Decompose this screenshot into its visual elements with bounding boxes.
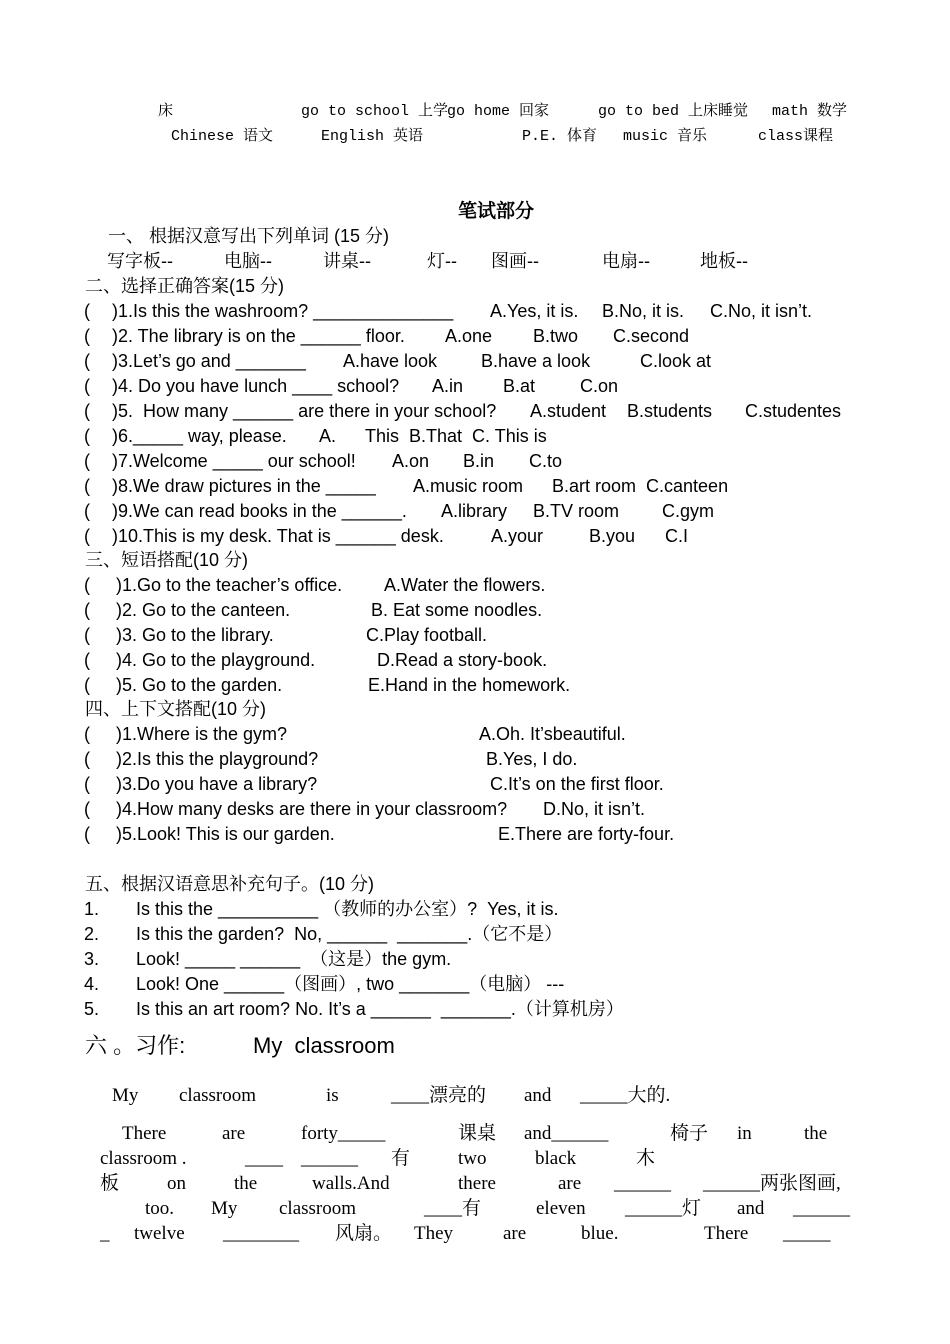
option-text: A.student (530, 401, 607, 421)
composition-word: twelve (134, 1223, 185, 1244)
option-text: B.TV room (533, 501, 620, 521)
option-text: B.No, it is. (602, 301, 685, 321)
composition-word: They (414, 1223, 454, 1244)
composition-word: the (804, 1123, 828, 1144)
sentence-text: Is this the garden? No, ______ _______.（它不是） (136, 924, 563, 944)
composition-word: ____有 (424, 1198, 482, 1219)
composition-word: ______ (793, 1198, 850, 1219)
composition-word: are (558, 1173, 582, 1194)
match-option: A.Water the flowers. (384, 575, 546, 595)
phrase-text: )5. Go to the garden. (116, 675, 283, 695)
option-text: B.students (627, 401, 713, 421)
composition-word: the (234, 1173, 258, 1194)
option-text: C.I (665, 526, 689, 546)
question-text: )4. Do you have lunch ____ school? (112, 376, 400, 396)
composition-word: _ (100, 1223, 110, 1244)
answer-paren: ( (84, 774, 90, 794)
composition-word: is (326, 1085, 339, 1106)
item-number: 1. (84, 899, 100, 919)
item-number: 4. (84, 974, 100, 994)
composition-word: My (211, 1198, 238, 1219)
question-text: )9.We can read books in the ______. (112, 501, 407, 521)
answer-paren: ( (84, 749, 90, 769)
composition-word: ______ (614, 1173, 671, 1194)
answer-paren: ( (84, 650, 90, 670)
composition-word: are (222, 1123, 246, 1144)
composition-word: there (458, 1173, 496, 1194)
item-number: 3. (84, 949, 100, 969)
composition-word: ____ (245, 1148, 283, 1169)
option-text: A.one (445, 326, 493, 346)
vocab-item: go home 回家 (447, 103, 550, 120)
option-text: A.on (392, 451, 430, 471)
option-text: B.in (463, 451, 495, 471)
composition-word: 课桌 (458, 1123, 497, 1144)
composition-word: ____漂亮的 (391, 1085, 487, 1106)
match-option: C.It’s on the first floor. (490, 774, 664, 794)
question-text: )5. How many ______ are there in your school? (112, 401, 497, 421)
composition-word: ______ (301, 1148, 358, 1169)
question-text: )3.Do you have a library? (116, 774, 318, 794)
composition-word: in (737, 1123, 752, 1144)
question-text: )7.Welcome _____ our school! (112, 451, 356, 471)
composition-word: ________ (223, 1223, 299, 1244)
composition-word: 木 (636, 1148, 656, 1169)
answer-paren: ( (84, 476, 90, 496)
answer-paren: ( (84, 724, 90, 744)
match-option: B. Eat some noodles. (371, 600, 543, 620)
answer-paren: ( (84, 301, 90, 321)
answer-paren: ( (84, 675, 90, 695)
section-heading: 三、短语搭配(10 分) (85, 550, 249, 570)
option-text: A.Yes, it is. (490, 301, 579, 321)
vocab-item: math 数学 (772, 103, 848, 120)
match-option: E.There are forty-four. (498, 824, 675, 844)
option-text: C.look at (640, 351, 712, 371)
composition-word: 板 (100, 1173, 120, 1194)
answer-paren: ( (84, 376, 90, 396)
question-text: )10.This is my desk. That is ______ desk. (112, 526, 444, 546)
composition-word: and (737, 1198, 765, 1219)
option-text: A. (319, 426, 337, 446)
option-text: A.your (491, 526, 544, 546)
question-text: )4.How many desks are there in your classroom? (116, 799, 508, 819)
composition-word: ______灯 (625, 1198, 702, 1219)
composition-word: _____大的. (580, 1085, 671, 1106)
composition-word: blue. (581, 1223, 619, 1244)
vocab-item: go to bed 上床睡觉 (598, 103, 749, 120)
vocab-item: Chinese 语文 (171, 128, 274, 145)
answer-paren: ( (84, 501, 90, 521)
vocab-item: 床 (158, 103, 174, 120)
word-prompt: 地板-- (700, 251, 748, 271)
option-text: C.on (580, 376, 619, 396)
phrase-text: )3. Go to the library. (116, 625, 274, 645)
option-text: B.art room C.canteen (552, 476, 729, 496)
answer-paren: ( (84, 451, 90, 471)
composition-word: There (122, 1123, 167, 1144)
section-heading: 一、 根据汉意写出下列单词 (15 分) (108, 226, 390, 246)
composition-word: eleven (536, 1198, 586, 1219)
answer-paren: ( (84, 401, 90, 421)
answer-paren: ( (84, 575, 90, 595)
option-text: C.No, it isn’t. (710, 301, 813, 321)
composition-word: classroom (279, 1198, 357, 1219)
match-option: D.No, it isn’t. (543, 799, 646, 819)
word-prompt: 写字板-- (107, 251, 173, 271)
composition-word: on (167, 1173, 186, 1194)
option-text: A.have look (343, 351, 438, 371)
option-text: B.you (589, 526, 636, 546)
answer-paren: ( (84, 526, 90, 546)
section-heading: 六 。习作: (85, 1033, 186, 1058)
answer-paren: ( (84, 824, 90, 844)
question-text: )2. The library is on the ______ floor. (112, 326, 405, 346)
phrase-text: )2. Go to the canteen. (116, 600, 291, 620)
item-number: 2. (84, 924, 100, 944)
option-text: C.to (529, 451, 563, 471)
question-text: )2.Is this the playground? (116, 749, 319, 769)
composition-word: ______两张图画, (703, 1173, 841, 1194)
option-text: C.second (613, 326, 690, 346)
question-text: )8.We draw pictures in the _____ (112, 476, 376, 496)
option-text: This B.That C. This is (365, 426, 547, 446)
section-heading: 五、根据汉语意思补充句子。(10 分) (85, 874, 375, 894)
composition-word: and (524, 1085, 552, 1106)
option-text: A.in (432, 376, 464, 396)
phrase-text: )1.Go to the teacher’s office. (116, 575, 343, 595)
answer-paren: ( (84, 625, 90, 645)
vocab-item: P.E. 体育 (522, 128, 598, 145)
question-text: )6._____ way, please. (112, 426, 287, 446)
composition-title: My classroom (253, 1033, 395, 1058)
word-prompt: 讲桌-- (323, 251, 371, 271)
sentence-text: Is this the __________ （教师的办公室）? Yes, it is. (136, 899, 559, 919)
vocab-item: English 英语 (321, 128, 424, 145)
composition-word: classroom (179, 1085, 257, 1106)
vocab-item: music 音乐 (623, 128, 708, 145)
match-option: A.Oh. It’sbeautiful. (479, 724, 626, 744)
question-text: )1.Where is the gym? (116, 724, 288, 744)
answer-paren: ( (84, 351, 90, 371)
question-text: )5.Look! This is our garden. (116, 824, 335, 844)
option-text: B.have a look (481, 351, 591, 371)
sentence-text: Look! One ______（图画）, two _______（电脑） --- (136, 974, 565, 994)
option-text: C.studentes (745, 401, 842, 421)
section-heading: 二、选择正确答案(15 分) (85, 276, 285, 296)
answer-paren: ( (84, 600, 90, 620)
composition-word: 有 (391, 1148, 411, 1169)
sentence-text: Is this an art room? No. It’s a ______ _______.（计算机房） (136, 999, 624, 1019)
composition-word: are (503, 1223, 527, 1244)
word-prompt: 电扇-- (602, 251, 650, 271)
composition-word: There (704, 1223, 749, 1244)
composition-word: two (458, 1148, 487, 1169)
word-prompt: 图画-- (491, 251, 539, 271)
word-prompt: 电脑-- (224, 251, 272, 271)
match-option: D.Read a story-book. (377, 650, 548, 670)
option-text: B.two (533, 326, 579, 346)
sentence-text: Look! _____ ______ （这是）the gym. (136, 949, 452, 969)
question-text: )3.Let’s go and _______ (112, 351, 306, 371)
match-option: C.Play football. (366, 625, 488, 645)
answer-paren: ( (84, 426, 90, 446)
vocab-item: go to school 上学 (301, 103, 449, 120)
answer-paren: ( (84, 799, 90, 819)
match-option: B.Yes, I do. (486, 749, 578, 769)
composition-word: and______ (524, 1123, 609, 1144)
vocab-item: class课程 (758, 128, 834, 145)
section-heading: 四、上下文搭配(10 分) (85, 699, 267, 719)
option-text: A.music room (413, 476, 524, 496)
word-prompt: 灯-- (427, 251, 457, 271)
composition-word: forty_____ (301, 1123, 386, 1144)
item-number: 5. (84, 999, 100, 1019)
option-text: C.gym (662, 501, 715, 521)
composition-word: 风扇。 (335, 1223, 393, 1244)
question-text: )1.Is this the washroom? ______________ (112, 301, 454, 321)
written-section-title: 笔试部分 (458, 200, 535, 222)
composition-word: _____ (783, 1223, 831, 1244)
composition-word: black (535, 1148, 577, 1169)
option-text: B.at (503, 376, 536, 396)
composition-word: 椅子 (670, 1123, 709, 1144)
option-text: A.library (441, 501, 508, 521)
composition-word: too. (145, 1198, 175, 1219)
composition-word: My (112, 1085, 139, 1106)
composition-word: classroom . (100, 1148, 187, 1169)
composition-word: walls.And (312, 1173, 390, 1194)
answer-paren: ( (84, 326, 90, 346)
phrase-text: )4. Go to the playground. (116, 650, 316, 670)
match-option: E.Hand in the homework. (368, 675, 571, 695)
